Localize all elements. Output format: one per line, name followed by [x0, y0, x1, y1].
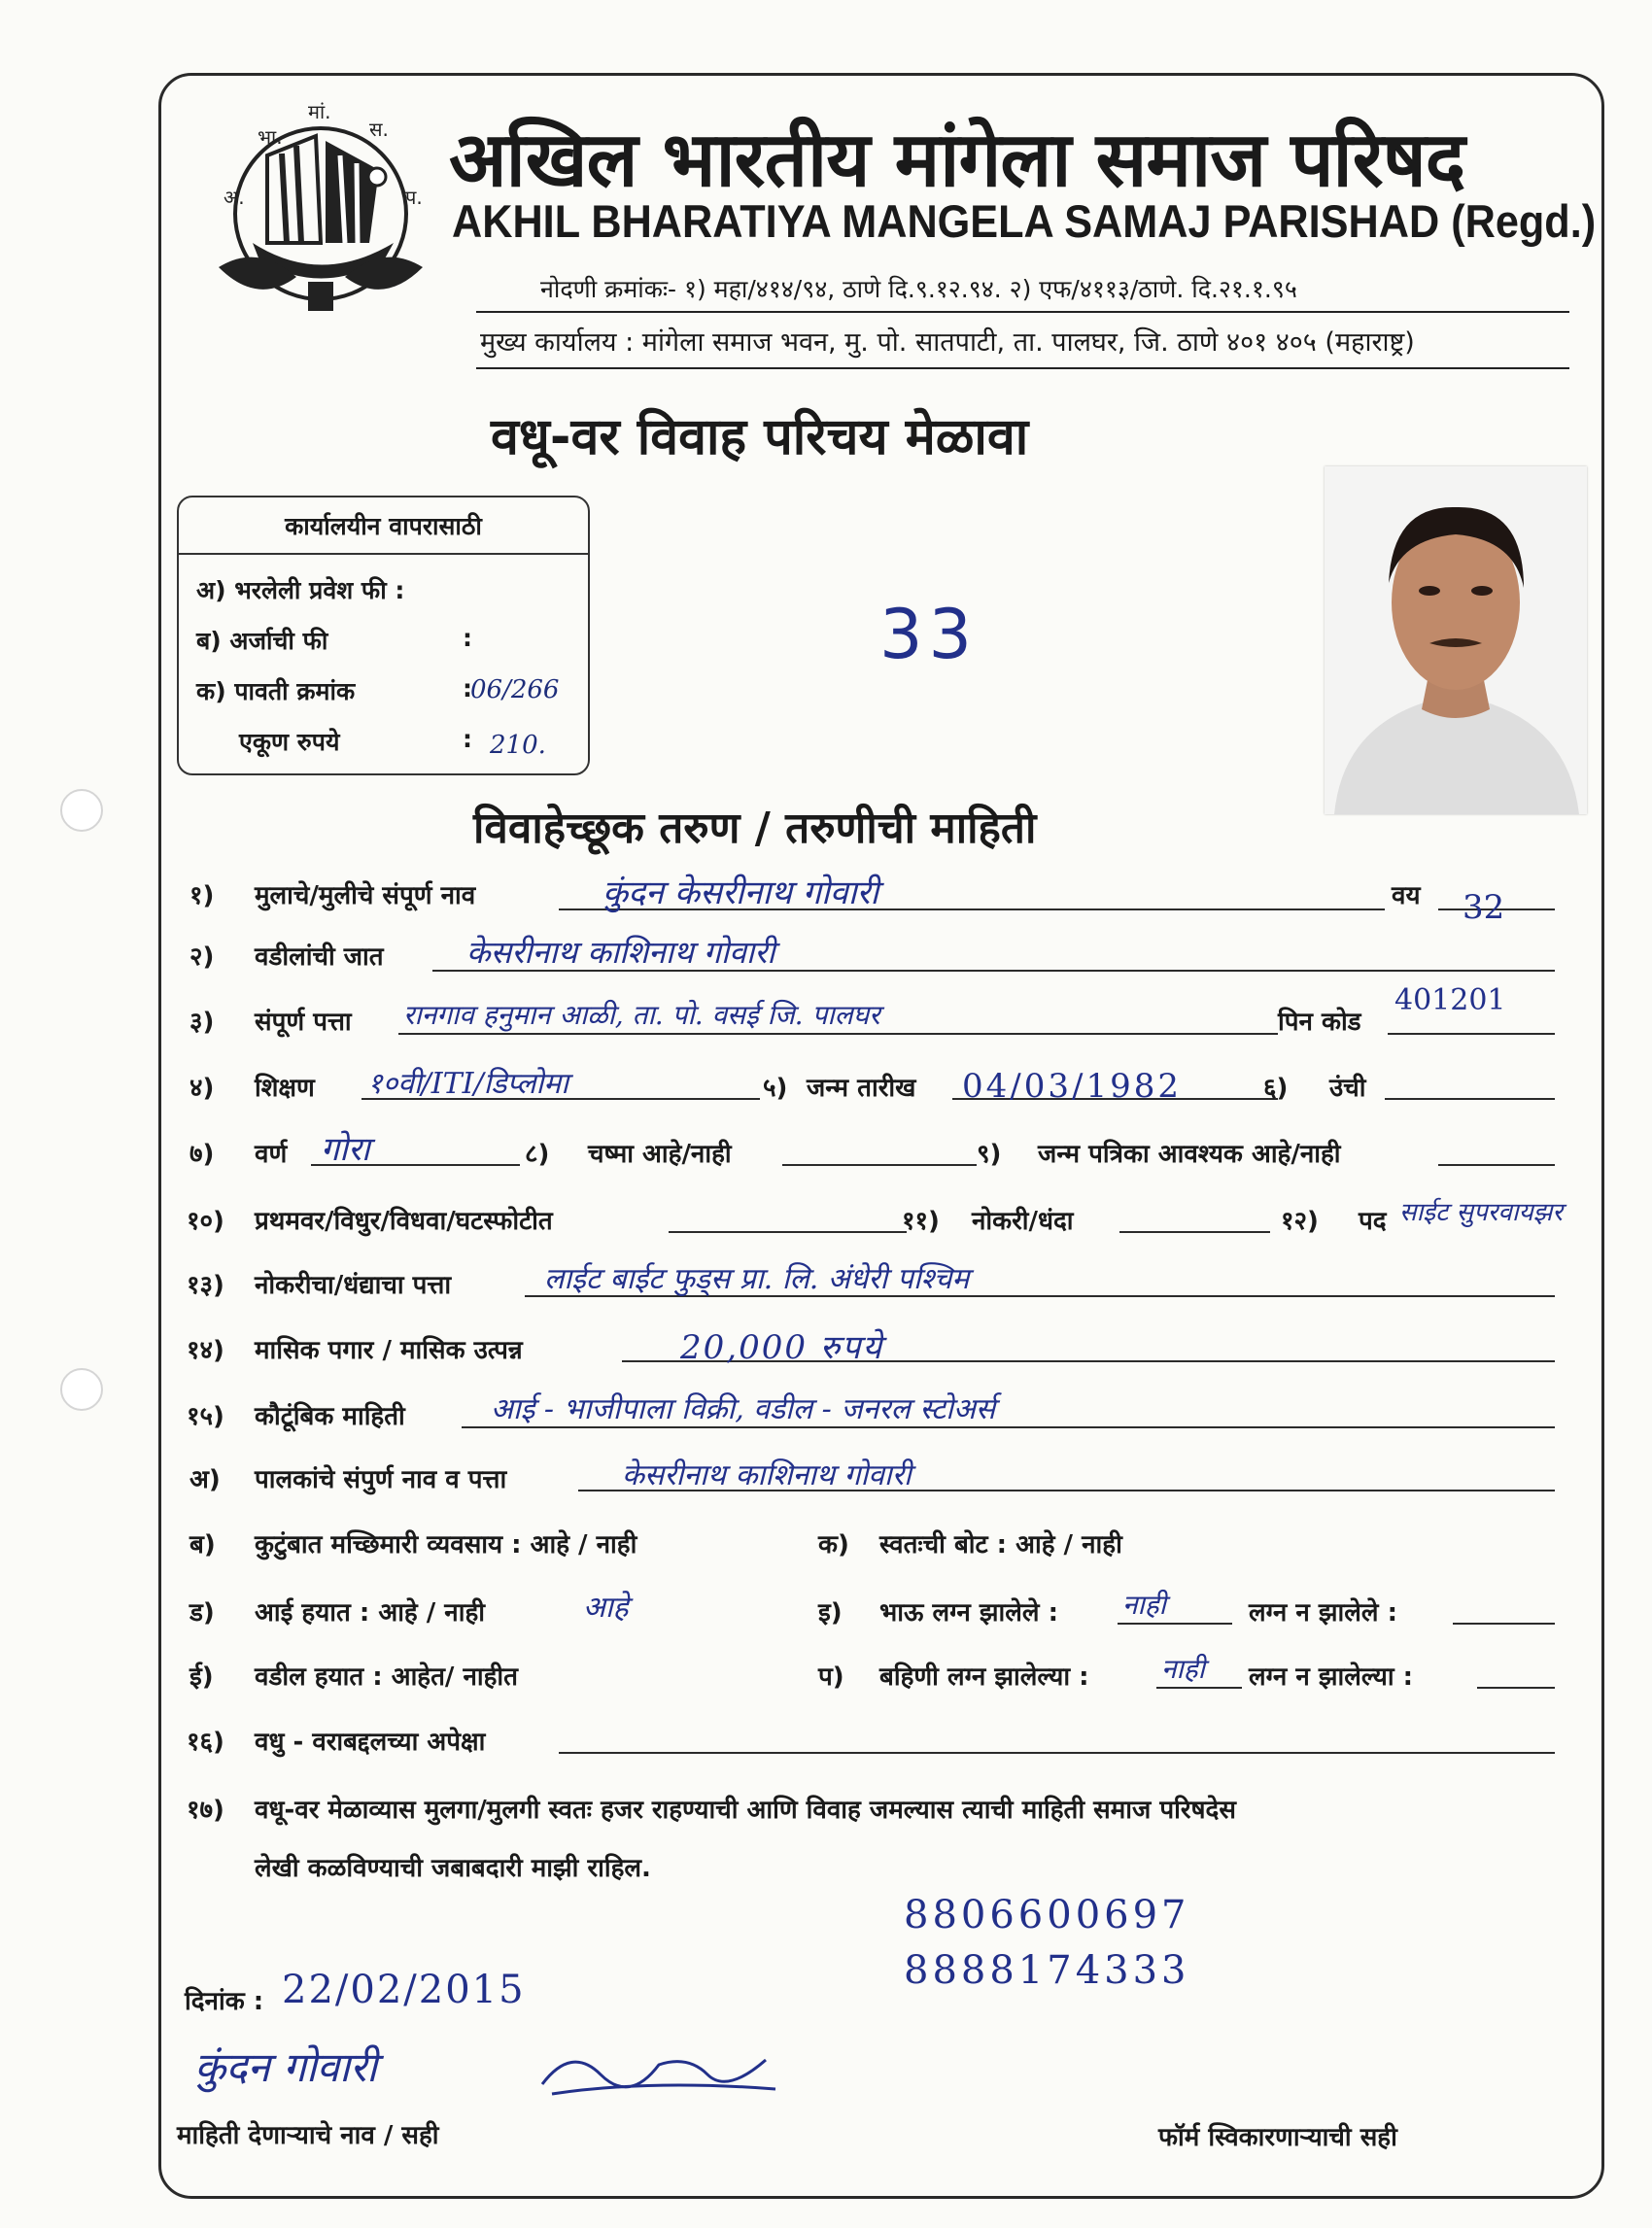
header-rule-2 — [476, 367, 1569, 369]
phone-number-1: 8806600697 — [904, 1893, 1190, 1937]
family-fishing-label: कुटुंबात मच्छिमारी व्यवसाय : आहे / नाही — [255, 1530, 637, 1560]
address-label: संपूर्ण पत्ता — [255, 1008, 352, 1037]
brothers-married-line — [1118, 1623, 1232, 1625]
field-number: ड) — [189, 1598, 215, 1628]
education-label: शिक्षण — [255, 1074, 315, 1103]
parents-name-value: केसरीनाथ काशिनाथ गोवारी — [622, 1458, 912, 1492]
family-info-label: कौटूंबिक माहिती — [255, 1402, 405, 1431]
sisters-married-value: नाही — [1161, 1653, 1205, 1685]
family-info-value: आई - भाजीपाला विक्री, वडील - जनरल स्टोअर्स — [491, 1392, 996, 1426]
spectacles-label: चष्मा आहे/नाही — [588, 1140, 732, 1169]
declaration-line-1: वधू-वर मेळाव्यास मुलगा/मुलगी स्वतः हजर राहण्याची आणि विवाह जमल्यास त्याची माहिती समाज परिषदेस — [255, 1796, 1236, 1825]
total-value: 210. — [490, 731, 546, 760]
sisters-married-label: बहिणी लग्न झालेल्या : — [879, 1662, 1089, 1692]
field-number: ११) — [902, 1207, 940, 1236]
svg-text:स.: स. — [369, 118, 389, 141]
field-number: ३) — [189, 1008, 215, 1037]
declaration-line-2: लेखी कळविण्याची जबाबदारी माझी राहिल. — [255, 1854, 651, 1883]
address-value: रानगाव हनुमान आळी, ता. पो. वसई जि. पालघर — [403, 999, 880, 1031]
event-title: वधू-वर विवाह परिचय मेळावा — [491, 408, 1029, 466]
org-title-english: AKHIL BHARATIYA MANGELA SAMAJ PARISHAD (Regd.) — [452, 195, 1597, 247]
office-use-box — [177, 496, 590, 775]
field-number: ९) — [977, 1140, 1002, 1169]
field-number: इ) — [818, 1598, 843, 1628]
brothers-unmarried-line — [1453, 1623, 1555, 1625]
brothers-married-label: भाऊ लग्न झालेले : — [879, 1598, 1058, 1628]
expectations-line — [559, 1752, 1555, 1754]
field-number: १) — [189, 881, 215, 910]
horoscope-line — [1438, 1164, 1555, 1166]
mother-alive-value: आहे — [583, 1591, 629, 1625]
office-row-total: एकूण रुपये — [239, 728, 340, 756]
signature-scribble — [533, 2036, 785, 2104]
phone-number-2: 8888174333 — [904, 1948, 1190, 1993]
work-address-value: लाईट बाईट फुड्स प्रा. लि. अंधेरी पश्चिम — [544, 1262, 970, 1296]
designation-label: पद — [1359, 1207, 1387, 1236]
punch-hole-bottom — [60, 1368, 103, 1411]
work-address-label: नोकरीचा/धंद्याचा पत्ता — [255, 1271, 452, 1300]
monthly-income-value: 20,000 रुपये — [680, 1328, 884, 1367]
signer-label: माहिती देणाऱ्याचे नाव / सही — [177, 2121, 439, 2150]
office-row-entry-fee: अ) भरलेली प्रवेश फी : — [196, 576, 405, 604]
logo-letters: अ. — [224, 186, 245, 209]
pin-code-line — [1388, 1033, 1555, 1035]
field-number: अ) — [189, 1465, 221, 1494]
parents-name-label: पालकांचे संपुर्ण नाव व पत्ता — [255, 1465, 507, 1494]
brothers-unmarried-label: लग्न न झालेले : — [1249, 1598, 1397, 1628]
svg-text:भा.: भा. — [258, 125, 283, 149]
full-name-label: मुलाचे/मुलीचे संपूर्ण नाव — [255, 881, 476, 910]
father-caste-value: केसरीनाथ काशिनाथ गोवारी — [466, 934, 775, 971]
full-name-value: कुंदन केसरीनाथ गोवारी — [602, 874, 879, 912]
height-line — [1385, 1098, 1555, 1100]
father-caste-label: वडीलांची जात — [255, 943, 384, 972]
receiver-signature-label: फॉर्म स्विकारणाऱ्याची सही — [1158, 2123, 1397, 2152]
section-title: विवाहेच्छूक तरुण / तरुणीची माहिती — [473, 804, 1037, 853]
father-alive-label: वडील हयात : आहेत/ नाहीत — [255, 1662, 518, 1692]
marital-status-line — [669, 1231, 907, 1233]
field-number: १०) — [187, 1207, 224, 1236]
sisters-married-line — [1156, 1687, 1242, 1689]
header-rule-1 — [476, 311, 1569, 313]
sisters-unmarried-label: लग्न न झालेल्या : — [1249, 1662, 1414, 1692]
own-boat-label: स्वतःची बोट : आहे / नाही — [879, 1530, 1122, 1560]
field-number: क) — [818, 1530, 849, 1560]
svg-text:मां.: मां. — [308, 100, 331, 123]
field-number: २) — [189, 943, 215, 972]
complexion-label: वर्ण — [255, 1140, 288, 1169]
head-office-address: मुख्य कार्यालय : मांगेला समाज भवन, मु. पो. सातपाटी, ता. पालघर, जि. ठाणे ४०१ ४०५ (महाराष्ट्र) — [480, 327, 1415, 358]
field-number: ८) — [525, 1140, 550, 1169]
birth-date-label: जन्म तारीख — [807, 1074, 916, 1103]
receipt-number-value: 06/266 — [470, 675, 560, 704]
pin-code-value: 401201 — [1394, 983, 1506, 1017]
office-use-heading: कार्यालयीन वापरासाठी — [285, 512, 482, 540]
birth-date-value: 04/03/1982 — [962, 1067, 1182, 1106]
field-number: १४) — [187, 1336, 224, 1365]
brothers-married-value: नाही — [1122, 1589, 1166, 1621]
pin-code-label: पिन कोड — [1278, 1008, 1361, 1037]
field-number: १५) — [187, 1402, 224, 1431]
expectations-label: वधु - वराबद्दलच्या अपेक्षा — [255, 1728, 486, 1757]
office-colon: : — [463, 674, 472, 703]
complexion-value: गोरा — [321, 1130, 370, 1169]
field-number: ७) — [189, 1140, 215, 1169]
office-row-application-fee: ब) अर्जाची फी — [196, 627, 328, 655]
applicant-photo — [1325, 466, 1587, 814]
svg-text:प.: प. — [405, 186, 423, 209]
occupation-label: नोकरी/धंदा — [972, 1207, 1074, 1236]
field-number: १२) — [1281, 1207, 1319, 1236]
field-number: ६) — [1263, 1074, 1289, 1103]
office-use-rule — [179, 553, 588, 555]
applicant-signature: कुंदन गोवारी — [194, 2043, 378, 2091]
office-colon: : — [463, 725, 472, 753]
field-number: १६) — [187, 1728, 224, 1757]
office-colon: : — [463, 624, 472, 652]
punch-hole-top — [60, 789, 103, 832]
occupation-line — [1119, 1231, 1270, 1233]
field-number: ई) — [189, 1662, 214, 1692]
date-value: 22/02/2015 — [282, 1968, 526, 2012]
horoscope-label: जन्म पत्रिका आवश्यक आहे/नाही — [1038, 1140, 1341, 1169]
spectacles-line — [782, 1164, 977, 1166]
sisters-unmarried-line — [1477, 1687, 1555, 1689]
registration-number: नोदणी क्रमांकः- १) महा/४१४/९४, ठाणे दि.९.१२.९४. २) एफ/४११३/ठाणे. दि.२१.१.९५ — [540, 275, 1297, 303]
date-label: दिनांक : — [185, 1987, 264, 2016]
mother-alive-label: आई हयात : आहे / नाही — [255, 1598, 486, 1628]
field-number: प) — [818, 1662, 844, 1692]
marital-status-label: प्रथमवर/विधुर/विधवा/घटस्फोटीत — [255, 1207, 553, 1236]
form-number: 33 — [879, 595, 979, 674]
monthly-income-label: मासिक पगार / मासिक उत्पन्न — [255, 1336, 523, 1365]
field-number: ४) — [189, 1074, 215, 1103]
education-value: १०वी/ITI/डिप्लोमा — [367, 1067, 568, 1101]
address-line — [398, 1033, 1278, 1035]
height-label: उंची — [1329, 1074, 1366, 1103]
office-row-receipt-number: क) पावती क्रमांक — [196, 677, 356, 705]
field-number: १७) — [187, 1796, 224, 1825]
org-title-marathi: अखिल भारतीय मांगेला समाज परिषद — [449, 117, 1465, 204]
ship-logo-icon — [199, 97, 442, 321]
designation-value: साईट सुपरवायझर — [1399, 1198, 1563, 1227]
field-number: ५) — [763, 1074, 788, 1103]
age-value: 32 — [1463, 888, 1505, 927]
age-label: वय — [1392, 881, 1421, 910]
field-number: १३) — [187, 1271, 224, 1300]
field-number: ब) — [189, 1530, 216, 1560]
